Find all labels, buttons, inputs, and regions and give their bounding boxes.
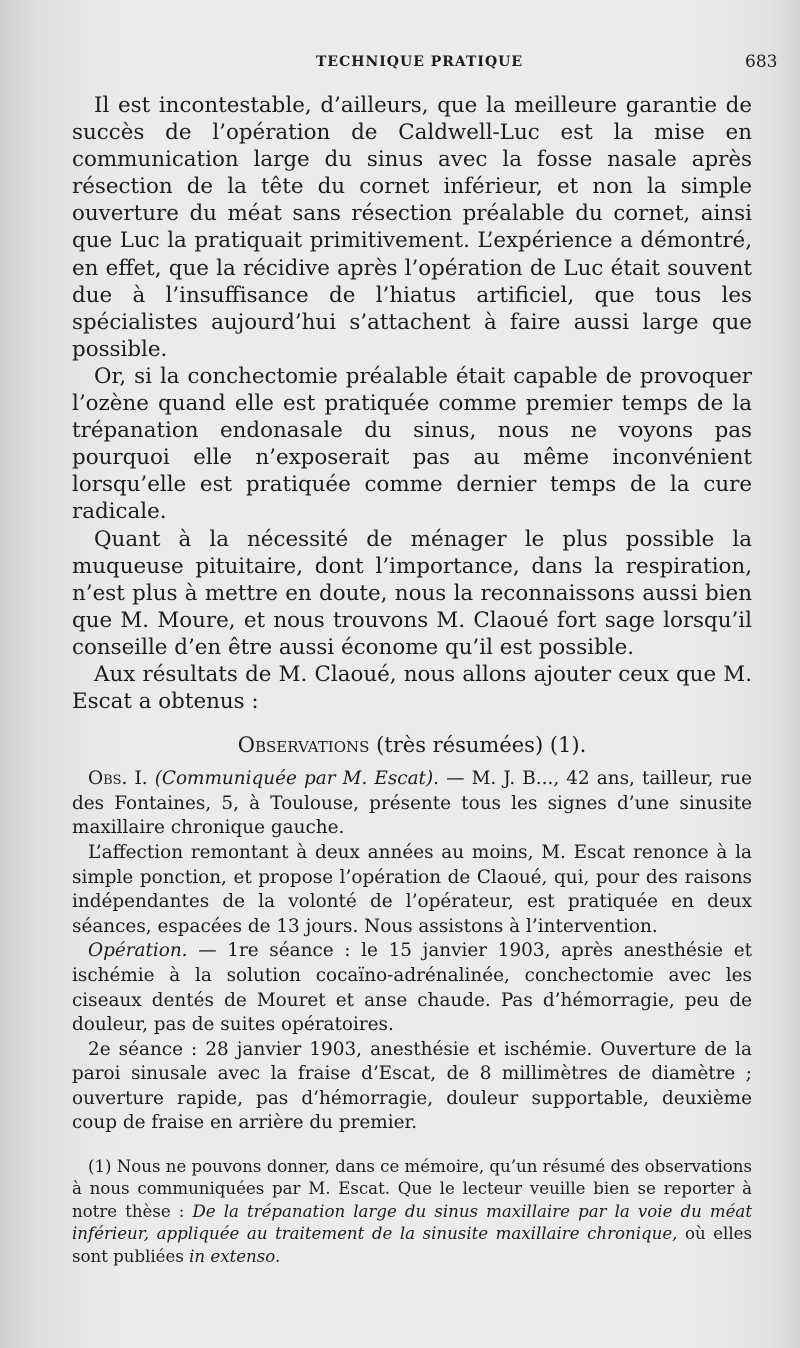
footnote-paragraph [72,1156,752,1268]
observation-paragraph: 2e séance : 28 janvier 1903, anesthésie et ischémie. Ouverture de la paroi sinusale avec la fraise d’Escat, de 8 millimètres de diamètre ; ouverture rapide, pas d’hémorragie, douleur supportable, deuxième coup de fraise en arrière du premier. [72,1038,752,1134]
paragraph: Il est incontestable, d’ailleurs, que la meilleure garantie de succès de l’opération de Caldwell-Luc est la mise en communication large du sinus avec la fosse nasale après résection de la tête du cornet inférieur, et non la simple ouverture du méat sans résection préalable du cornet, ainsi que Luc la pratiquait primitivement. L’expérience a démontré, en effet, que la récidive après l’opération de Luc était souvent due à l’insuffisance de l’hiatus artificiel, que tous les spécialistes aujourd’hui s’attachent à faire aussi large que possible. [72,93,752,362]
paragraph: Aux résultats de M. Claoué, nous allons ajouter ceux que M. Escat a obtenus : [72,661,752,715]
running-header [0,50,800,74]
running-title: TECHNIQUE PRATIQUE [316,54,524,70]
section-heading-smallcaps: Observations [237,733,370,758]
footnote-in-extenso: in extenso. [189,1246,281,1266]
main-text [72,92,752,715]
obs-text: — M. J. B..., 42 ans, tailleur, rue des Fontaines, 5, à Toulouse, présente tous les signes d’une sinusite maxillaire chronique gauche. [72,768,752,839]
footnote-text: (1) Nous ne pouvons donner, dans ce mémoire, qu’un résumé des observations à nous communiquées par M. Escat. Que le lecteur veuille bien se reporter à notre thèse : [72,1157,752,1221]
paragraph: Or, si la conchectomie préalable était capable de provoquer l’ozène quand elle est pratiquée comme premier temps de la trépanation endonasale du sinus, nous ne voyons pas pourquoi elle n’exposerait pas au même inconvénient lorsqu’elle est pratiquée comme dernier temps de la cure radicale. [72,363,752,525]
op-text: — 1re séance : le 15 janvier 1903, après anesthésie et ischémie à la solution cocaïno-adrénalinée, conchectomie avec les ciseaux dentés de Mouret et anse chaude. Pas d’hémorragie, peu de douleur, pas de suites opératoires. [72,940,752,1036]
observation-text [72,767,752,1136]
footnote-text-2: où elles sont publiées [72,1224,753,1266]
op-label: Opération. [88,940,188,962]
section-heading [72,733,752,757]
obs-source: (Communiquée par M. Escat). [154,768,439,790]
page-number: 683 [745,52,778,72]
observation-paragraph: L’affection remontant à deux années au moins, M. Escat renonce à la simple ponction, et propose l’opération de Claoué, qui, pour des raisons indépendantes de la volonté de l’opérateur, est pratiquée en deux séances, espacées de 13 jours. Nous assistons à l’intervention. [72,841,752,937]
observation-paragraph [72,939,752,1037]
obs-label: Obs. I. [88,768,148,790]
paragraph: Quant à la nécessité de ménager le plus possible la muqueuse pituitaire, dont l’importance, dans la respiration, n’est plus à mettre en doute, nous la reconnaissons aussi bien que M. Moure, et nous trouvons M. Claoué fort sage lorsqu’il conseille d’en être aussi économe qu’il est possible. [72,526,752,660]
footnote-title: De la trépanation large du sinus maxillaire par la voie du méat inférieur, appliquée au traitement de la sinusite maxillaire chronique, [72,1201,752,1244]
section-heading-rest: (très résumées) (1). [369,733,587,758]
page-body [72,92,752,1268]
footnote [72,1156,752,1268]
observation-paragraph [72,767,752,841]
